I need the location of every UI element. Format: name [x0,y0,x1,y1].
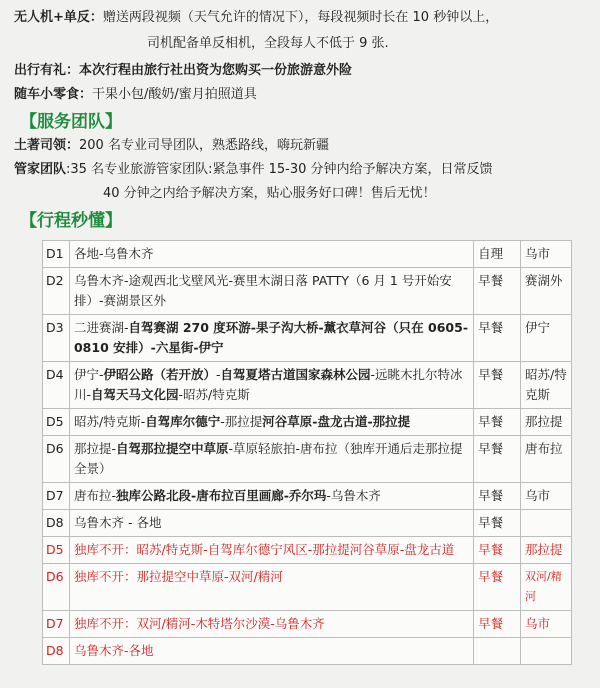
itinerary-stay: 那拉提 [521,537,572,564]
route-segment: 自驾天马文化园 [91,387,179,402]
itinerary-row [43,510,572,537]
itinerary-day: D6 [43,436,70,483]
itinerary-row [43,268,572,315]
route-segment: 唐布拉- [73,488,116,503]
itinerary-row [43,315,572,362]
route-segment: 独库公路北段-唐布拉百里画廊-乔尔玛 [116,488,327,503]
itinerary-day: D8 [43,510,70,537]
route-segment: -乌鲁木齐 [326,488,381,503]
itinerary-day: D8 [43,638,70,665]
itinerary-route [69,315,473,362]
itinerary-meal: 早餐 [474,611,521,638]
itinerary-route [69,436,473,483]
snacks-text: 干果小包/酸奶/蜜月拍照道具 [92,87,257,102]
itinerary-day: D4 [43,362,70,409]
itinerary-route [69,638,473,665]
itinerary-meal: 早餐 [474,362,521,409]
drone-text-1: 赠送两段视频（天气允许的情况下），每段视频时长在 10 秒钟以上， [102,10,499,25]
butler-line [14,160,590,180]
itinerary-row [43,537,572,564]
itinerary-route [69,268,473,315]
itinerary-route [69,537,473,564]
route-segment: -远眺木扎尔特冰川- [73,367,463,402]
itinerary-day: D5 [43,537,70,564]
route-segment: -草原轻旅拍-唐布拉（独库开通后走那拉提全景） [73,441,463,476]
route-segment: 那拉提- [73,441,116,456]
butler-text-2: 40 分钟之内给予解决方案，贴心服务好口碑！售后无忧！ [103,186,436,201]
route-segment: 自驾夏塔古道国家森林公园 [220,367,371,382]
itinerary-row [43,409,572,436]
itinerary-route [69,241,473,268]
butler-label: 管家团队 [14,162,67,177]
itinerary-meal [474,638,521,665]
route-segment: 自驾那拉提空中草原 [116,441,229,456]
drone-label: 无人机+单反： [14,10,103,25]
drone-text-2: 司机配备单反相机，全段每人不低于 9 张. [147,36,389,51]
route-segment: 独库不开：双河/精河-木特塔尔沙漠-乌鲁木齐 [73,616,325,631]
itinerary-meal: 早餐 [474,436,521,483]
itinerary-route [69,409,473,436]
itinerary-stay [521,510,572,537]
itinerary-meal: 早餐 [474,510,521,537]
route-segment: -昭苏/特克斯 [178,387,250,402]
itinerary-stay: 赛湖外 [521,268,572,315]
itinerary-row [43,638,572,665]
itinerary-stay: 伊宁 [521,315,572,362]
itinerary-route [69,362,473,409]
itinerary-stay: 唐布拉 [521,436,572,483]
itinerary-day: D1 [43,241,70,268]
itinerary-stay [521,638,572,665]
itinerary-table [42,240,572,665]
itinerary-day: D3 [43,315,70,362]
itinerary-route [69,510,473,537]
itinerary-meal: 早餐 [474,483,521,510]
snacks-line [14,85,590,105]
guide-label: 土著司领： [14,138,80,153]
itinerary-row [43,483,572,510]
itinerary-day: D2 [43,268,70,315]
route-segment: 乌鲁木齐-各地 [73,643,154,658]
insurance-line [14,61,590,81]
snacks-label: 随车小零食： [14,87,93,102]
itinerary-stay: 乌市 [521,241,572,268]
itinerary-day: D7 [43,611,70,638]
route-segment: 河谷草原-盘龙古道-那拉提 [262,414,411,429]
service-section-title: 【服务团队】 [20,112,122,132]
insurance-text: 本次行程由旅行社出资为您购买一份旅游意外险 [79,63,353,78]
itinerary-meal: 早餐 [474,564,521,611]
route-segment: 独库不开：那拉提空中草原-双河/精河 [73,569,283,584]
itinerary-row [43,436,572,483]
itinerary-row [43,362,572,409]
drone-line [14,8,590,28]
route-segment: 独库不开：昭苏/特克斯-自驾库尔德宁风区-那拉提河谷草原-盘龙古道 [73,542,455,557]
itinerary-stay: 乌市 [521,611,572,638]
route-segment: 自驾赛湖 270 度环游-果子沟大桥-薰衣草河谷（只在 0605-0810 安排）-六星街-伊宁 [73,320,469,355]
itinerary-day: D7 [43,483,70,510]
itinerary-row [43,564,572,611]
itinerary-stay: 昭苏/特克斯 [521,362,572,409]
itinerary-meal: 早餐 [474,537,521,564]
itinerary-day: D5 [43,409,70,436]
route-segment: 昭苏/特克斯- [73,414,146,429]
itinerary-stay: 双河/精河 [521,564,572,611]
itinerary-meal: 早餐 [474,268,521,315]
itinerary-route [69,564,473,611]
route-segment: 伊宁- [73,367,104,382]
itinerary-day: D6 [43,564,70,611]
itinerary-stay: 乌市 [521,483,572,510]
guide-line [14,136,590,156]
itinerary-route [69,611,473,638]
guide-text: 200 名专业司导团队，熟悉路线，嗨玩新疆 [79,138,329,153]
route-segment: -那拉提 [220,414,263,429]
route-segment: 伊昭公路（若开放） [103,367,217,382]
itinerary-meal: 早餐 [474,315,521,362]
itinerary-row [43,241,572,268]
route-segment: 各地-乌鲁木齐 [73,246,154,261]
itinerary-route [69,483,473,510]
route-segment: - [216,367,221,382]
itinerary-row [43,611,572,638]
route-segment: 二进赛湖- [73,320,129,335]
butler-text-1: :35 名专业旅游管家团队:紧急事件 15-30 分钟内给予解决方案，日常反馈 [66,162,493,177]
itinerary-meal: 早餐 [474,409,521,436]
itinerary-stay: 那拉提 [521,409,572,436]
itinerary-section-title: 【行程秒懂】 [20,211,122,231]
itinerary-meal: 自理 [474,241,521,268]
route-segment: 乌鲁木齐 - 各地 [73,515,162,530]
itinerary-table-body [43,241,572,665]
insurance-label: 出行有礼： [14,63,80,78]
route-segment: 乌鲁木齐-途观西北戈壁风光-赛里木湖日落 PATTY（6 月 1 号开始安排）-赛湖景区外 [73,273,452,308]
route-segment: 自驾库尔德宁 [145,414,221,429]
